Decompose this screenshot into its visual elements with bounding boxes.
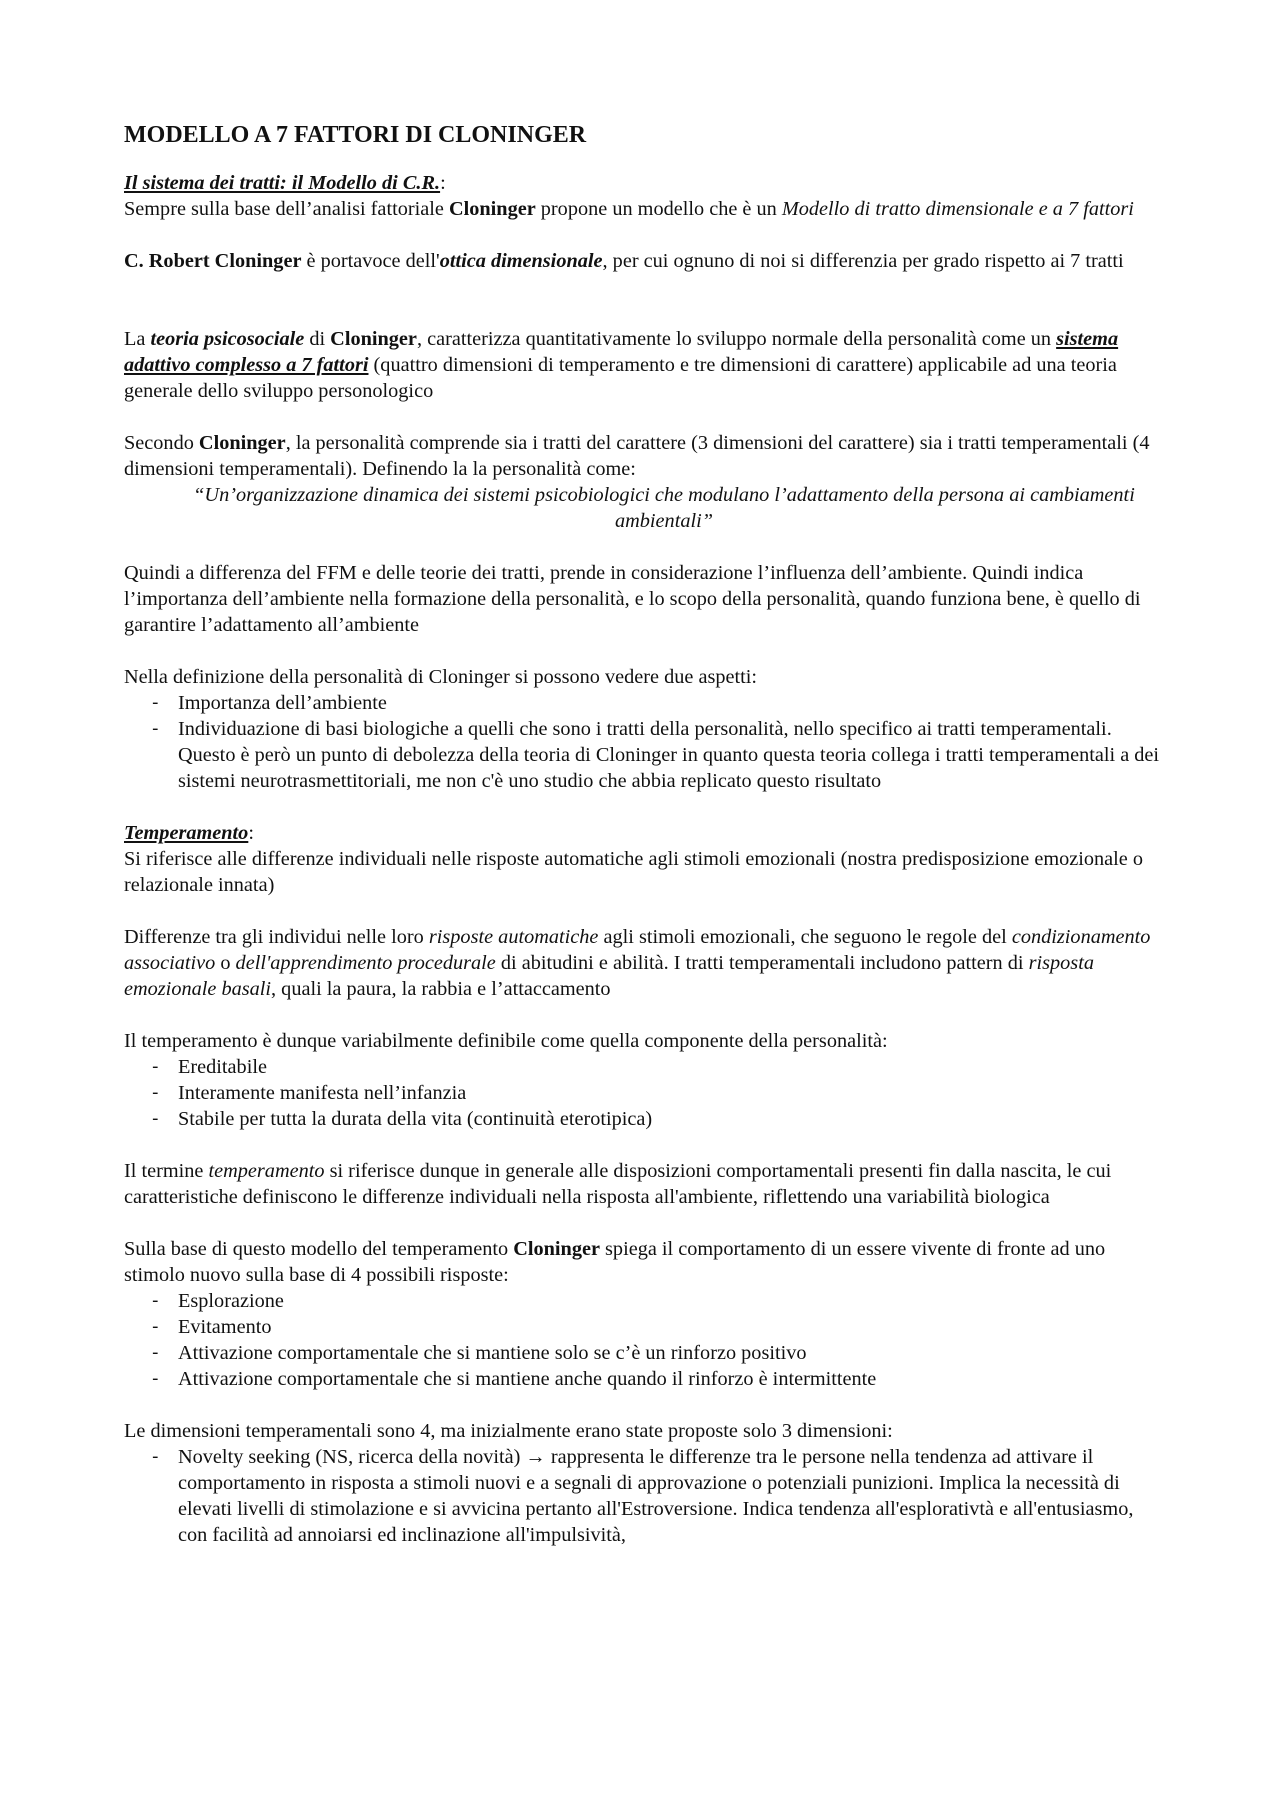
- paragraph-dimensioni: Le dimensioni temperamentali sono 4, ma inizialmente erano state proposte solo 3 dimensioni:: [124, 1420, 893, 1442]
- list-item: - Novelty seeking (NS, ricerca della novità) → rappresenta le differenze tra le persone nella tendenza ad attivare il comportamento in risposta a stimoli nuovi e a segnali di approvazione o potenziali punizioni. Implica la necessità di elevati livelli di stimolazione e si avvicina pertanto all'Estroversione. Indica tendenza all'esplorativtà e all'entusiasmo, con facilità ad annoiarsi ed inclinazione all'impulsività,: [124, 1444, 1164, 1548]
- paragraph-ffm: Quindi a differenza del FFM e delle teorie dei tratti, prende in considerazione l’influenza dell’ambiente. Quindi indica l’importanza dell’ambiente nella formazione della personalità, e lo scopo della personalità, quando funziona bene, è quello di garantire l’adattamento all’ambiente: [124, 562, 1141, 636]
- document-page: [124, 120, 1164, 1548]
- paragraph-ottica-dimensionale: C. Robert Cloninger è portavoce dell'ottica dimensionale, per cui ognuno di noi si differenzia per grado rispetto ai 7 tratti: [124, 250, 1124, 272]
- list-item: - Individuazione di basi biologiche a quelli che sono i tratti della personalità, nello specifico ai tratti temperamentali. Questo è però un punto di debolezza della teoria di Cloninger in quanto questa teoria collega i tratti temperamentali a dei sistemi neurotrasmettitoriali, me non c'è uno studio che abbia replicato questo risultato: [124, 716, 1164, 794]
- list-risposte: [124, 1288, 1164, 1392]
- heading-text: Il sistema dei tratti: il Modello di C.R.: [124, 172, 441, 194]
- list-item: - Ereditabile: [124, 1054, 1164, 1080]
- document-title: MODELLO A 7 FATTORI DI CLONINGER: [124, 122, 587, 148]
- list-item: - Attivazione comportamentale che si mantiene solo se c’è un rinforzo positivo: [124, 1340, 1164, 1366]
- list-item: - Evitamento: [124, 1314, 1164, 1340]
- paragraph-risposte: Sulla base di questo modello del temperamento Cloninger spiega il comportamento di un essere vivente di fronte ad uno stimolo nuovo sulla base di 4 possibili risposte:: [124, 1238, 1106, 1286]
- paragraph-temperamento-def: Si riferisce alle differenze individuali nelle risposte automatiche agli stimoli emozionali (nostra predisposizione emozionale o relazionale innata): [124, 848, 1144, 896]
- paragraph-differenze: Differenze tra gli individui nelle loro risposte automatiche agli stimoli emozionali, che seguono le regole del condizionamento associativo o dell'apprendimento procedurale di abitudini e abilità. I tratti temperamentali includono pattern di risposta emozionale basali, quali la paura, la rabbia e l’attaccamento: [124, 926, 1151, 1000]
- list-item: - Interamente manifesta nell’infanzia: [124, 1080, 1164, 1106]
- list-dimensioni: [124, 1444, 1164, 1548]
- list-componente: [124, 1054, 1164, 1132]
- paragraph-termine-temperamento: Il termine temperamento si riferisce dunque in generale alle disposizioni comportamentali presenti fin dalla nascita, le cui caratteristiche definiscono le differenze individuali nella risposta all'ambiente, riflettendo una variabilità biologica: [124, 1160, 1112, 1208]
- definition-quote: “Un’organizzazione dinamica dei sistemi psicobiologici che modulano l’adattamento della persona ai cambiamenti ambientali”: [193, 484, 1135, 532]
- paragraph-due-aspetti: Nella definizione della personalità di Cloninger si possono vedere due aspetti:: [124, 666, 758, 688]
- section-heading-sistema-tratti: Il sistema dei tratti: il Modello di C.R.:: [124, 172, 446, 194]
- list-item: - Esplorazione: [124, 1288, 1164, 1314]
- paragraph-componente: Il temperamento è dunque variabilmente definibile come quella componente della personalità:: [124, 1030, 888, 1052]
- list-item: - Attivazione comportamentale che si mantiene anche quando il rinforzo è intermittente: [124, 1366, 1164, 1392]
- section-heading-temperamento: Temperamento:: [124, 822, 254, 844]
- paragraph-secondo-cloninger: Secondo Cloninger, la personalità comprende sia i tratti del carattere (3 dimensioni del carattere) sia i tratti temperamentali (4 dimensioni temperamentali). Definendo la la personalità come:: [124, 432, 1150, 480]
- paragraph-teoria-psicosociale: La teoria psicosociale di Cloninger, caratterizza quantitativamente lo sviluppo normale della personalità come un sistema adattivo complesso a 7 fattori (quattro dimensioni di temperamento e tre dimensioni di carattere) applicabile ad una teoria generale dello sviluppo personologico: [124, 328, 1119, 402]
- list-due-aspetti: [124, 690, 1164, 794]
- list-item: - Importanza dell’ambiente: [124, 690, 1164, 716]
- paragraph-intro: Sempre sulla base dell’analisi fattoriale Cloninger propone un modello che è un Modello di tratto dimensionale e a 7 fattori: [124, 198, 1134, 220]
- list-item: - Stabile per tutta la durata della vita (continuità eterotipica): [124, 1106, 1164, 1132]
